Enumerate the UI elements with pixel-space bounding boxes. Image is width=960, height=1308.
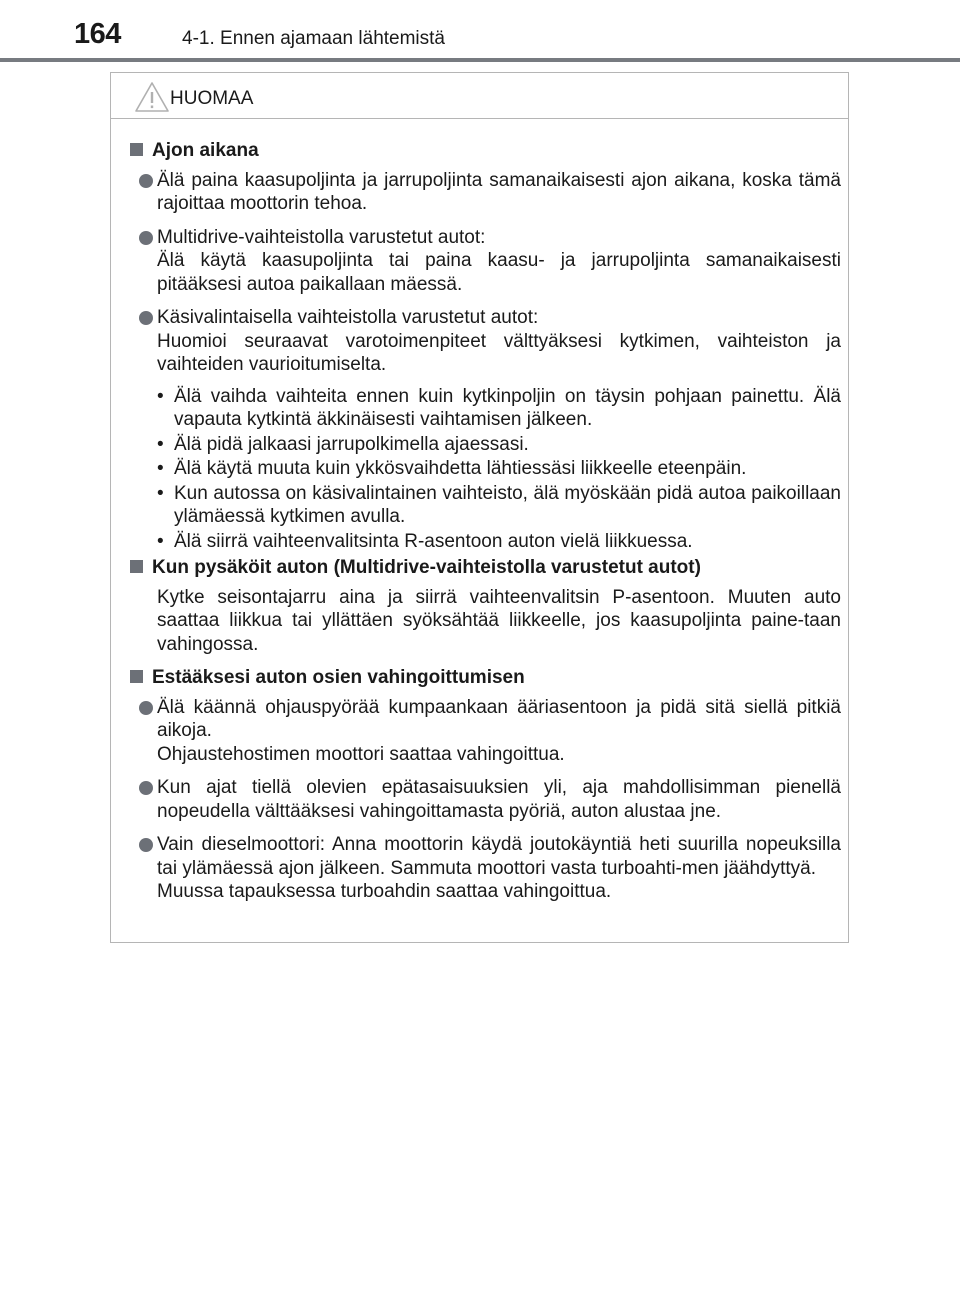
sub-item-text: Älä käytä muuta kuin ykkösvaihdetta lähtiessäsi liikkeelle eteenpäin.	[174, 458, 747, 479]
round-bullet-icon	[139, 174, 153, 188]
sub-item-text: Älä pidä jalkaasi jarrupolkimella ajaessasi.	[174, 433, 529, 455]
heading-text: Kun pysäköit auton (Multidrive-vaihteistolla varustetut autot)	[152, 557, 701, 578]
notice-header	[111, 73, 848, 119]
bullet-mark: •	[157, 482, 164, 504]
page-header	[0, 0, 960, 62]
item-text: Älä käytä kaasupoljinta tai paina kaasu- ja jarrupoljinta samanaikaisesti pitääksesi autoa paikallaan mäessä.	[157, 250, 841, 295]
item-text: Kun ajat tiellä olevien epätasaisuuksien yli, aja mahdollisimman pienellä nopeudella välttääksesi vahingoittamasta pyöriä, auton alustaa jne.	[157, 777, 841, 822]
item-text: Älä paina kaasupoljinta ja jarrupoljinta samanaikaisesti ajon aikana, koska tämä rajoittaa moottorin tehoa.	[157, 169, 841, 214]
section-heading	[128, 666, 841, 690]
heading-text: Ajon aikana	[152, 140, 259, 161]
section-heading	[128, 556, 841, 580]
bullet-mark: •	[157, 458, 164, 479]
item-text: Muussa tapauksessa turboahdin saattaa vahingoittua.	[157, 881, 612, 902]
item-text: Käsivalintaisella vaihteistolla varustetut autot:	[157, 307, 539, 328]
sub-list-item	[157, 530, 841, 554]
sub-item-text: Älä vaihda vaihteita ennen kuin kytkinpoljin on täysin pohjaan painettu. Älä vapauta kytkintä äkkinäisesti vaihtamisen jälkeen.	[174, 385, 841, 430]
sub-list	[157, 385, 841, 554]
sub-list-item	[157, 433, 841, 457]
list-item	[128, 306, 841, 377]
list-item	[128, 696, 841, 767]
section-heading	[128, 139, 841, 163]
square-bullet-icon	[130, 143, 143, 156]
bullet-mark: •	[157, 385, 164, 407]
round-bullet-icon	[139, 701, 153, 715]
round-bullet-icon	[139, 781, 153, 795]
warning-triangle-icon	[134, 81, 170, 113]
sub-item-text: Kun autossa on käsivalintainen vaihteisto, älä myöskään pidä autoa paikoillaan ylämäessä kytkimen avulla.	[174, 482, 841, 527]
list-item	[128, 169, 841, 216]
sub-list-item	[157, 457, 841, 481]
bullet-mark: •	[157, 433, 164, 455]
heading-text: Estääksesi auton osien vahingoittumisen	[152, 667, 525, 688]
item-text: Vain dieselmoottori: Anna moottorin käydä joutokäyntiä heti suurilla nopeuksilla tai ylämäessä ajon jälkeen. Sammuta moottori vasta turboahti-men jäähdyttyä.	[157, 834, 841, 879]
list-item	[128, 833, 841, 904]
list-item	[128, 776, 841, 823]
notice-title: HUOMAA	[170, 88, 254, 109]
sub-list-item	[157, 482, 841, 529]
square-bullet-icon	[130, 670, 143, 683]
round-bullet-icon	[139, 311, 153, 325]
section-text: Kytke seisontajarru aina ja siirrä vaihteenvalitsin P-asentoon. Muuten auto saattaa liikkua tai yllättäen syöksähtää liikkeelle, jos kaasupoljinta paine-taan vahingossa.	[157, 586, 841, 655]
bullet-mark: •	[157, 530, 164, 552]
item-text: Älä käännä ohjauspyörää kumpaankaan ääriasentoon ja pidä sitä siellä pitkiä aikoja.	[157, 696, 841, 741]
item-text: Multidrive-vaihteistolla varustetut autot:	[157, 226, 486, 248]
item-text: Huomioi seuraavat varotoimenpiteet välttyäksesi kytkimen, vaihteiston ja vaihteiden vaurioitumiselta.	[157, 330, 841, 375]
header-rule	[0, 58, 960, 62]
sub-item-text: Älä siirrä vaihteenvalitsinta R-asentoon auton vielä liikkuessa.	[174, 530, 693, 552]
list-item	[128, 226, 841, 297]
sub-list-item	[157, 385, 841, 432]
section-title: 4-1. Ennen ajamaan lähtemistä	[182, 28, 445, 49]
item-text: Ohjaustehostimen moottori saattaa vahingoittua.	[157, 743, 565, 765]
round-bullet-icon	[139, 231, 153, 245]
notice-box	[110, 72, 849, 943]
round-bullet-icon	[139, 838, 153, 852]
square-bullet-icon	[130, 560, 143, 573]
notice-content	[128, 139, 841, 914]
page-number: 164	[74, 18, 121, 50]
